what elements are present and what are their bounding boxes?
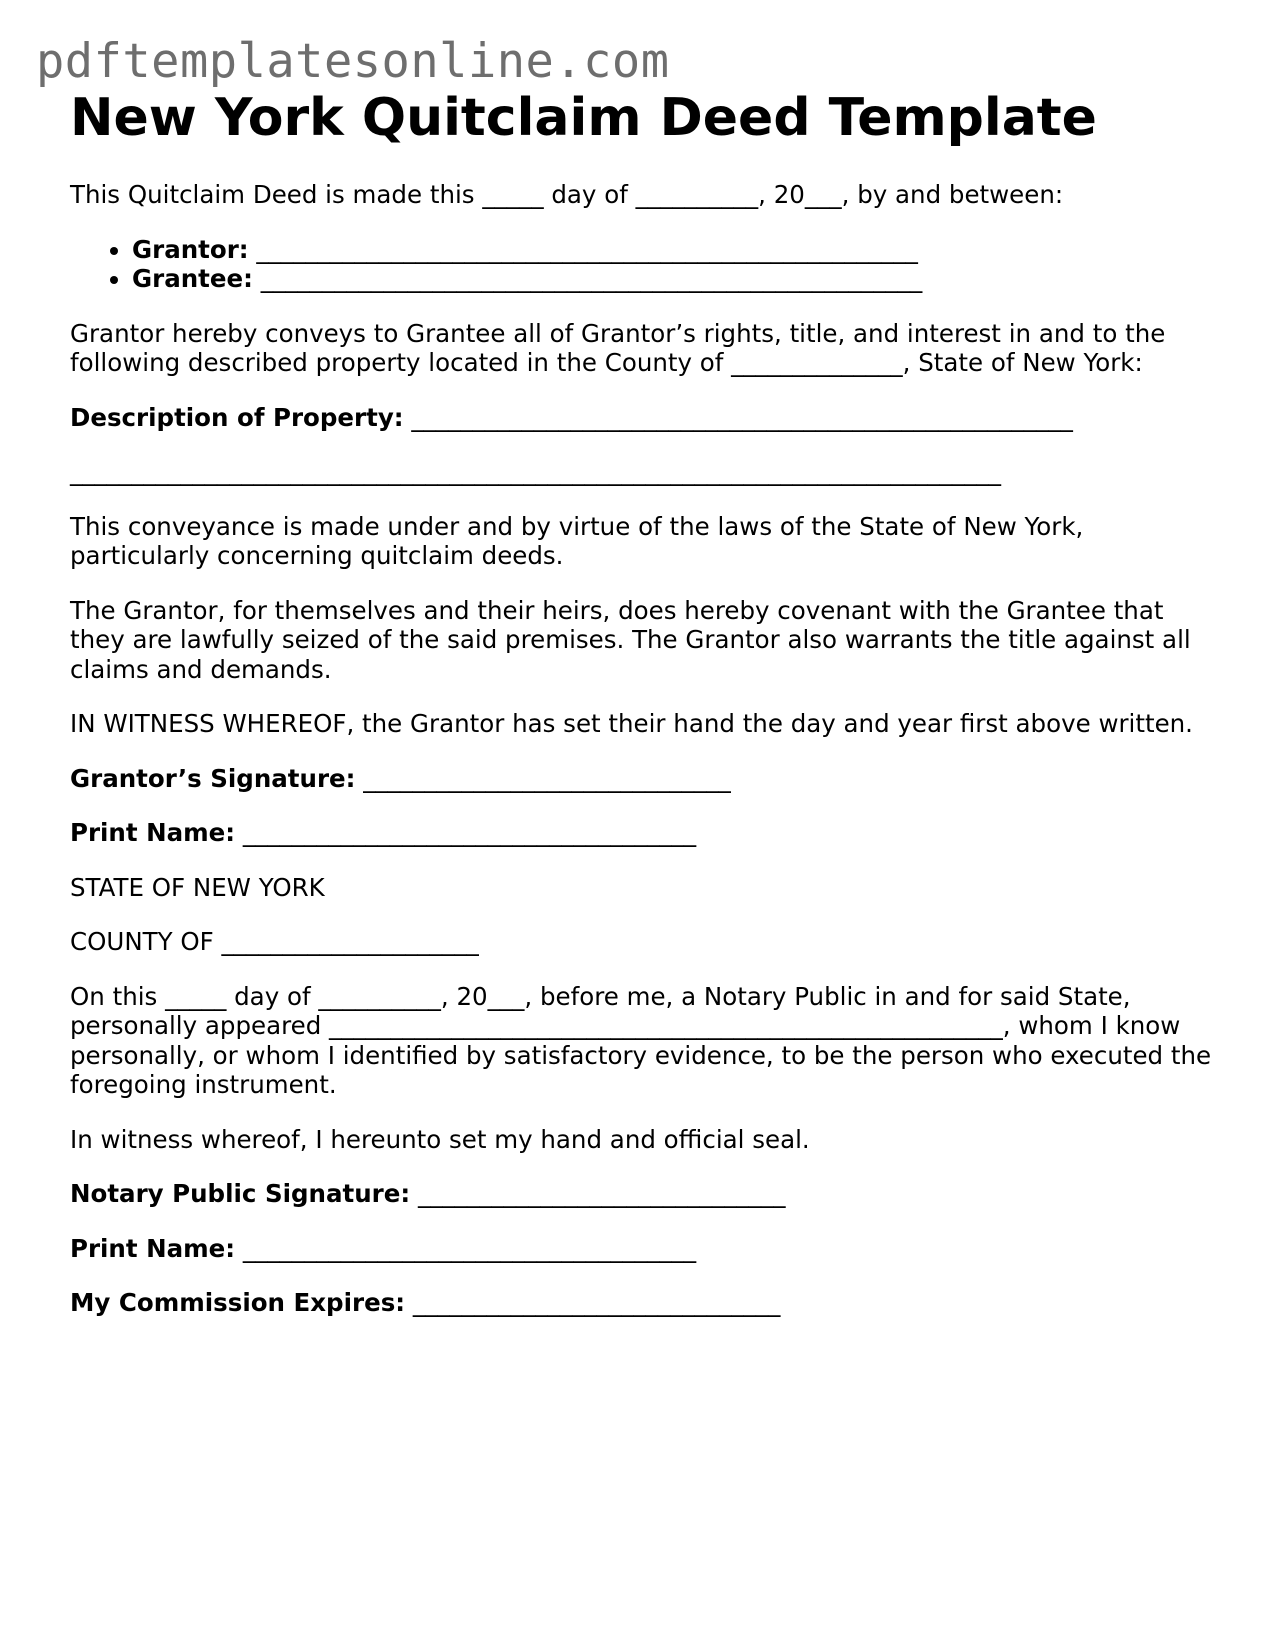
grantor-signature-line bbox=[70, 764, 1220, 794]
intro-paragraph: This Quitclaim Deed is made this _____ day of __________, 20___, by and between: bbox=[70, 180, 1064, 209]
notary-signature-line bbox=[70, 1179, 1220, 1209]
property-blank[interactable]: ______________________________________________________ bbox=[411, 402, 1073, 432]
commission-expires-line bbox=[70, 1288, 1220, 1318]
notary-print-name-blank[interactable]: _____________________________________ bbox=[242, 1233, 697, 1263]
notary-print-name-label: Print Name: bbox=[70, 1233, 236, 1263]
property-description-line bbox=[70, 403, 1220, 433]
commission-blank[interactable]: ______________________________ bbox=[412, 1288, 781, 1317]
county-line: COUNTY OF _____________________ bbox=[70, 927, 479, 956]
property-extra-blank[interactable]: ____________________________________________________________________________ bbox=[70, 457, 1001, 486]
notary-signature-blank[interactable]: ______________________________ bbox=[417, 1179, 786, 1208]
grantee-item bbox=[132, 264, 1220, 294]
document-title: New York Quitclaim Deed Template bbox=[70, 88, 1097, 148]
property-label: Description of Property: bbox=[70, 402, 404, 432]
law-paragraph: This conveyance is made under and by virtue of the laws of the State of New York, particularly concerning quitclaim deeds. bbox=[70, 511, 1084, 570]
watermark: pdftemplatesonline.com bbox=[36, 34, 670, 89]
acknowledgment-paragraph: On this _____ day of __________, 20___, before me, a Notary Public in and for said State, personally appeared _______________________________________________________, whom I know personally, or whom I identified by satisfactory evidence, to be the person who executed the foregoing instrument. bbox=[70, 981, 1212, 1099]
grantor-blank[interactable]: ______________________________________________________ bbox=[256, 234, 918, 264]
grantor-label: Grantor: bbox=[132, 234, 249, 264]
parties-list bbox=[70, 235, 1220, 294]
witness-paragraph: IN WITNESS WHEREOF, the Grantor has set their hand the day and year first above written. bbox=[70, 709, 1193, 738]
grantor-item bbox=[132, 235, 1220, 265]
grantee-label: Grantee: bbox=[132, 264, 253, 293]
grantor-print-name-line bbox=[70, 818, 1220, 848]
grantor-print-name-label: Print Name: bbox=[70, 818, 236, 847]
grantor-signature-blank[interactable]: ______________________________ bbox=[363, 763, 731, 793]
notary-signature-label: Notary Public Signature: bbox=[70, 1179, 411, 1208]
conveyance-paragraph: Grantor hereby conveys to Grantee all of Grantor’s rights, title, and interest in and to the following described property located in the County of ______________, State of New York: bbox=[70, 318, 1166, 377]
notary-print-name-line bbox=[70, 1234, 1220, 1264]
document-body bbox=[70, 180, 1220, 1343]
covenant-paragraph: The Grantor, for themselves and their heirs, does hereby covenant with the Grantee that they are lawfully seized of the said premises. The Grantor also warrants the title against all claims and demands. bbox=[70, 595, 1191, 684]
commission-label: My Commission Expires: bbox=[70, 1288, 406, 1317]
grantee-blank[interactable]: ______________________________________________________ bbox=[260, 264, 923, 293]
grantor-print-name-blank[interactable]: _____________________________________ bbox=[242, 818, 697, 847]
state-line: STATE OF NEW YORK bbox=[70, 872, 325, 902]
notary-witness-paragraph: In witness whereof, I hereunto set my hand and official seal. bbox=[70, 1124, 810, 1154]
grantor-signature-label: Grantor’s Signature: bbox=[70, 763, 356, 793]
